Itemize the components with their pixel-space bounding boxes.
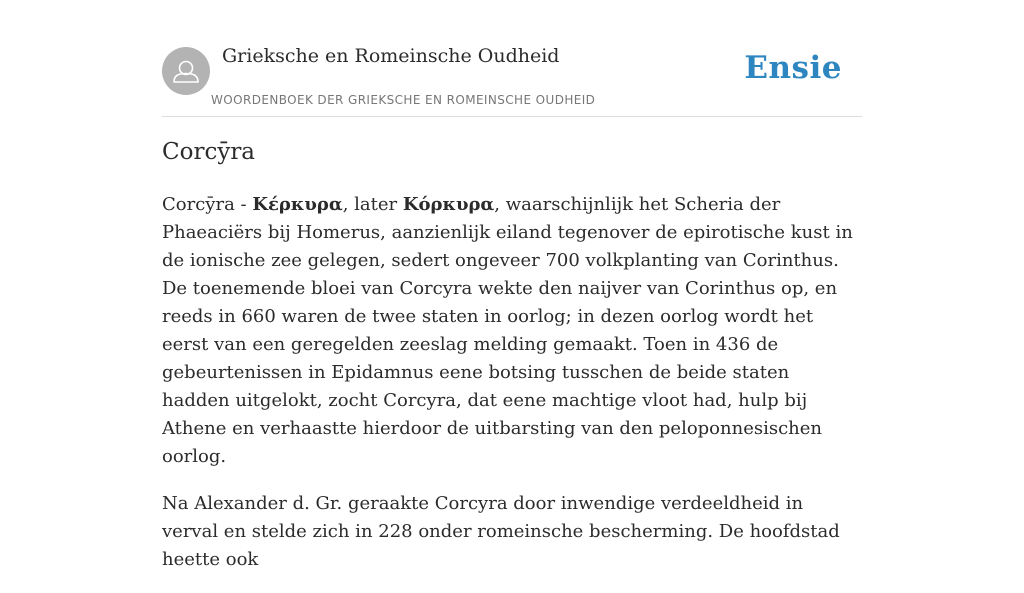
- site-subtitle[interactable]: WOORDENBOEK DER GRIEKSCHE EN ROMEINSCHE OUDHEID: [211, 93, 596, 107]
- entry-text: , later: [342, 194, 403, 215]
- entry-lead: Corcȳra -: [162, 194, 253, 215]
- site-title[interactable]: Grieksche en Romeinsche Oudheid: [222, 45, 560, 67]
- entry-text: , waarschijnlijk het Scheria der Phaeaciërs bij Homerus, aanzienlijk eiland tegenover de epirotische kust in de ionische zee gelegen, sedert ongeveer 700 volkplanting van Corinthus. De toenemende bloei van Corcyra wekte den naijver van Corinthus op, en reeds in 660 waren de twee staten in oorlog; in dezen oorlog wordt het eerst van een geregelden zeeslag melding gemaakt. Toen in 436 de gebeurtenissen in Epidamnus eene botsing tusschen de beide staten hadden uitgelokt, zocht Corcyra, dat eene machtige vloot had, hulp bij Athene en verhaastte hierdoor de uitbarsting van den peloponnesischen oorlog.: [162, 194, 853, 467]
- brand-logo[interactable]: Ensie: [744, 50, 842, 86]
- avatar[interactable]: [162, 47, 210, 95]
- greek-term: Κέρκυρα: [252, 194, 343, 215]
- page-container: [162, 0, 862, 570]
- entry-body: [162, 191, 862, 593]
- entry-paragraph: Na Alexander d. Gr. geraakte Corcyra door inwendige verdeeldheid in verval en stelde zich in 228 onder romeinsche bescherming. De hoofdstad heette ook: [162, 493, 840, 570]
- user-icon: [162, 47, 210, 95]
- entry-title: Corcȳra: [162, 139, 256, 165]
- greek-term: Κόρκυρα: [402, 194, 495, 215]
- entry-paragraph: [162, 191, 862, 471]
- header: [162, 0, 862, 117]
